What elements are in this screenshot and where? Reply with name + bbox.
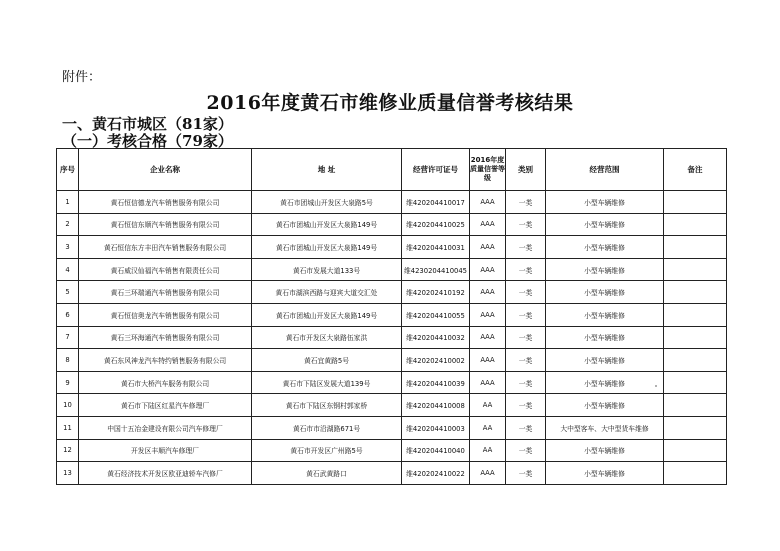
cell-license: 维420202410192 [402, 281, 470, 304]
header-category: 类别 [506, 149, 546, 191]
cell-name: 黄石恒信德龙汽车销售服务有限公司 [79, 191, 252, 214]
cell-name: 黄石市大桥汽车服务有限公司 [79, 371, 252, 394]
table-row [57, 371, 727, 394]
table-row [57, 281, 727, 304]
cell-no: 10 [57, 394, 79, 417]
cell-address: 黄石市发展大道133号 [252, 258, 402, 281]
cell-category: 一类 [506, 326, 546, 349]
table-row [57, 326, 727, 349]
header-scope: 经营范围 [546, 149, 664, 191]
header-name: 企业名称 [79, 149, 252, 191]
cell-scope: 大中型客车、大中型货车维修 [546, 416, 664, 439]
cell-category: 一类 [506, 462, 546, 485]
cell-name: 黄石经济技术开发区欧亚迪轿车汽修厂 [79, 462, 252, 485]
cell-no: 11 [57, 416, 79, 439]
cell-address: 黄石宜黄路5号 [252, 349, 402, 372]
table-row [57, 416, 727, 439]
cell-name: 黄石市下陆区红星汽车修理厂 [79, 394, 252, 417]
cell-grade: AA [470, 394, 506, 417]
cell-name: 黄石恒信东方丰田汽车销售服务有限公司 [79, 236, 252, 259]
cell-license: 维4230204410045 [402, 258, 470, 281]
cell-grade: AAA [470, 326, 506, 349]
cell-remark [664, 439, 727, 462]
cell-no: 9 [57, 371, 79, 394]
cell-license: 维420204410008 [402, 394, 470, 417]
table-row [57, 439, 727, 462]
cell-address: 黄石市开发区广州路5号 [252, 439, 402, 462]
cell-license: 维420204410025 [402, 213, 470, 236]
cell-name: 黄石三环瑞通汽车销售服务有限公司 [79, 281, 252, 304]
header-license: 经营许可证号 [402, 149, 470, 191]
cell-name: 黄石恒信奥龙汽车销售服务有限公司 [79, 303, 252, 326]
cell-address: 黄石市团城山开发区大泉路149号 [252, 236, 402, 259]
cell-remark [664, 462, 727, 485]
cell-no: 7 [57, 326, 79, 349]
cell-grade: AAA [470, 191, 506, 214]
cell-grade: AAA [470, 213, 506, 236]
cell-grade: AAA [470, 258, 506, 281]
cell-category: 一类 [506, 349, 546, 372]
cell-scope: 小型车辆维修 [546, 281, 664, 304]
cell-scope: 小型车辆维修 [546, 439, 664, 462]
cell-remark [664, 349, 727, 372]
cell-grade: AA [470, 416, 506, 439]
cell-scope: 小型车辆维修 [546, 303, 664, 326]
cell-no: 2 [57, 213, 79, 236]
cell-grade: AAA [470, 462, 506, 485]
cell-license: 维420204410017 [402, 191, 470, 214]
cell-category: 一类 [506, 191, 546, 214]
cell-remark [664, 191, 727, 214]
cell-scope: 小型车辆维修 [546, 349, 664, 372]
cell-category: 一类 [506, 213, 546, 236]
cell-remark [664, 303, 727, 326]
cell-no: 13 [57, 462, 79, 485]
scan-speck [655, 385, 657, 387]
cell-name: 黄石威汉仙福汽车销售有限责任公司 [79, 258, 252, 281]
cell-remark [664, 326, 727, 349]
cell-no: 12 [57, 439, 79, 462]
cell-remark [664, 416, 727, 439]
cell-category: 一类 [506, 394, 546, 417]
cell-address: 黄石市湖滨西路与迎宾大道交汇处 [252, 281, 402, 304]
table-row [57, 349, 727, 372]
header-no: 序号 [57, 149, 79, 191]
cell-category: 一类 [506, 439, 546, 462]
cell-no: 4 [57, 258, 79, 281]
cell-grade: AA [470, 439, 506, 462]
cell-no: 3 [57, 236, 79, 259]
cell-license: 维420204410040 [402, 439, 470, 462]
cell-category: 一类 [506, 258, 546, 281]
cell-category: 一类 [506, 303, 546, 326]
cell-category: 一类 [506, 236, 546, 259]
cell-grade: AAA [470, 303, 506, 326]
cell-address: 黄石市团城山开发区大泉路149号 [252, 303, 402, 326]
cell-address: 黄石市下陆区发展大道139号 [252, 371, 402, 394]
cell-license: 维420202410022 [402, 462, 470, 485]
table-row [57, 213, 727, 236]
table-row [57, 462, 727, 485]
cell-scope: 小型车辆维修 [546, 236, 664, 259]
cell-address: 黄石市开发区大泉路伍家洪 [252, 326, 402, 349]
cell-scope: 小型车辆维修 [546, 213, 664, 236]
cell-license: 维420204410031 [402, 236, 470, 259]
cell-address: 黄石市团城山开发区大泉路5号 [252, 191, 402, 214]
cell-category: 一类 [506, 281, 546, 304]
cell-name: 黄石东风神龙汽车特约销售服务有限公司 [79, 349, 252, 372]
cell-no: 6 [57, 303, 79, 326]
cell-name: 中国十五冶金建设有限公司汽车修理厂 [79, 416, 252, 439]
header-grade: 2016年度质量信誉等级 [470, 149, 506, 191]
cell-grade: AAA [470, 236, 506, 259]
cell-name: 开发区丰顺汽车修理厂 [79, 439, 252, 462]
cell-category: 一类 [506, 371, 546, 394]
cell-address: 黄石武黄路口 [252, 462, 402, 485]
cell-category: 一类 [506, 416, 546, 439]
cell-scope: 小型车辆维修 [546, 371, 664, 394]
table-row [57, 236, 727, 259]
cell-address: 黄石市下陆区东钢村郭家桥 [252, 394, 402, 417]
cell-license: 维420204410055 [402, 303, 470, 326]
cell-remark [664, 281, 727, 304]
document-title: 2016年度黄石市维修业质量信誉考核结果 [206, 92, 574, 114]
table-body [57, 191, 727, 485]
cell-grade: AAA [470, 281, 506, 304]
cell-no: 1 [57, 191, 79, 214]
cell-license: 维420204410003 [402, 416, 470, 439]
cell-remark [664, 394, 727, 417]
table-row [57, 258, 727, 281]
cell-remark [664, 236, 727, 259]
cell-remark [664, 258, 727, 281]
cell-grade: AAA [470, 349, 506, 372]
cell-address: 黄石市团城山开发区大泉路149号 [252, 213, 402, 236]
cell-scope: 小型车辆维修 [546, 258, 664, 281]
subsection-heading: （一）考核合格（79家） [62, 132, 233, 150]
table-row [57, 303, 727, 326]
cell-remark [664, 213, 727, 236]
results-table [56, 148, 727, 485]
cell-address: 黄石市市沿湖路671号 [252, 416, 402, 439]
table-row [57, 394, 727, 417]
header-remark: 备注 [664, 149, 727, 191]
cell-scope: 小型车辆维修 [546, 326, 664, 349]
cell-name: 黄石恒信东顺汽车销售服务有限公司 [79, 213, 252, 236]
cell-scope: 小型车辆维修 [546, 191, 664, 214]
cell-name: 黄石三环海通汽车销售服务有限公司 [79, 326, 252, 349]
cell-grade: AAA [470, 371, 506, 394]
attachment-label: 附件： [62, 70, 102, 85]
cell-scope: 小型车辆维修 [546, 394, 664, 417]
cell-license: 维420202410002 [402, 349, 470, 372]
table-row [57, 191, 727, 214]
section-heading: 一、黄石市城区（81家） [62, 115, 233, 133]
cell-scope: 小型车辆维修 [546, 462, 664, 485]
cell-license: 维420204410032 [402, 326, 470, 349]
cell-no: 8 [57, 349, 79, 372]
cell-remark [664, 371, 727, 394]
cell-license: 维420204410039 [402, 371, 470, 394]
cell-no: 5 [57, 281, 79, 304]
header-address: 地 址 [252, 149, 402, 191]
table-header-row [57, 149, 727, 191]
